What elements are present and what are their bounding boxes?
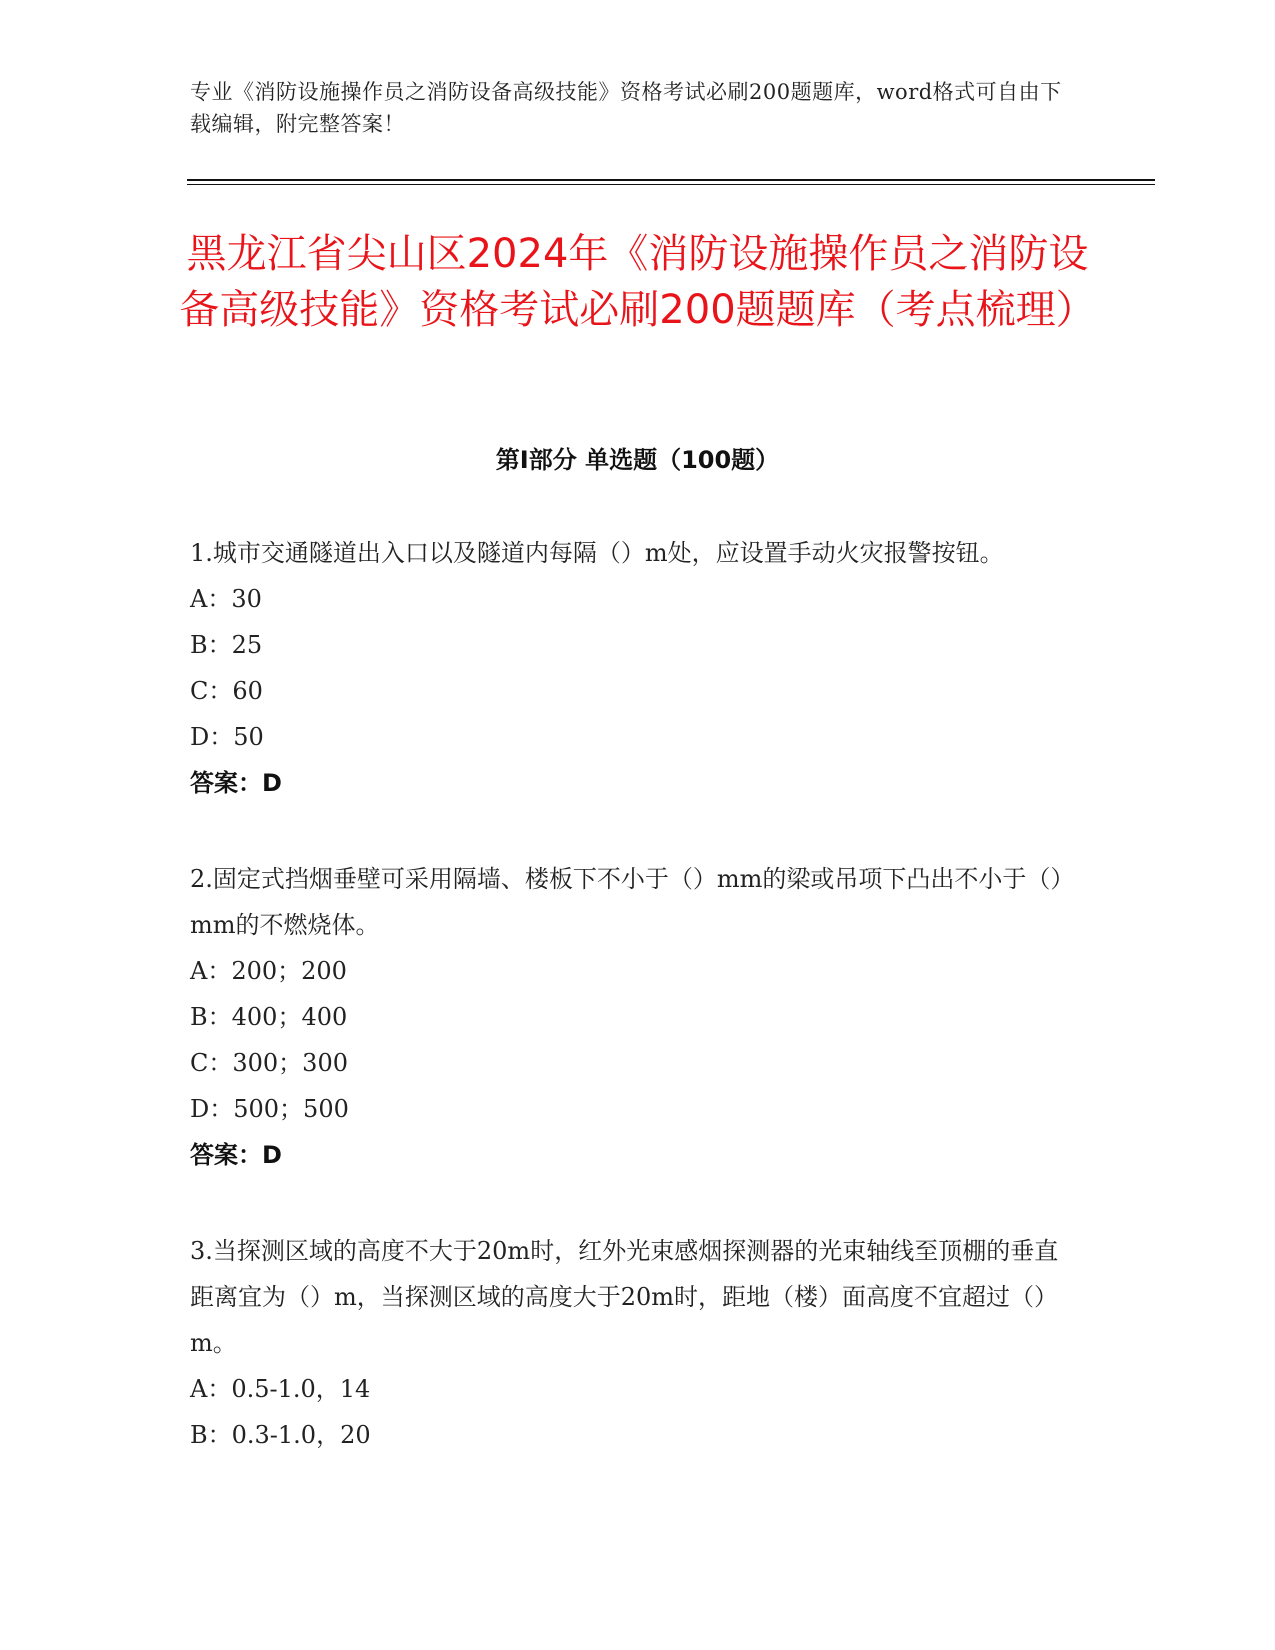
- option-d: D：500；500: [190, 1095, 349, 1123]
- section-title: 第Ⅰ部分 单选题（100题）: [495, 446, 780, 474]
- answer: 答案：D: [190, 1141, 282, 1169]
- option-a: A：0.5-1.0，14: [190, 1375, 371, 1403]
- option-b: B：25: [190, 631, 263, 659]
- header-divider: [187, 179, 1155, 181]
- option-c: C：60: [190, 677, 263, 705]
- option-d: D：50: [190, 723, 264, 751]
- document-title: 黑龙江省尖山区2024年《消防设施操作员之消防设备高级技能》资格考试必刷200题题库（考点梳理）: [179, 231, 1096, 333]
- option-a: A：30: [190, 585, 262, 613]
- answer: 答案：D: [190, 769, 282, 797]
- option-a: A：200；200: [190, 957, 347, 985]
- question-stem: 3.当探测区域的高度不大于20m时，红外光束感烟探测器的光束轴线至顶棚的垂直距离宜为（）m，当探测区域的高度大于20m时，距地（楼）面高度不宜超过（）m。: [190, 1237, 1059, 1357]
- header-note: 专业《消防设施操作员之消防设备高级技能》资格考试必刷200题题库，word格式可自由下载编辑，附完整答案！: [190, 80, 1062, 136]
- question-list: [190, 530, 1080, 1508]
- header-divider-thin: [187, 184, 1155, 185]
- question-stem: 1.城市交通隧道出入口以及隧道内每隔（）m处，应设置手动火灾报警按钮。: [190, 539, 1004, 567]
- option-b: B：0.3-1.0，20: [190, 1421, 371, 1449]
- question-3: [190, 1228, 1080, 1458]
- question-2: [190, 856, 1080, 1178]
- question-1: [190, 530, 1080, 806]
- option-c: C：300；300: [190, 1049, 348, 1077]
- question-stem: 2.固定式挡烟垂壁可采用隔墙、楼板下不小于（）mm的梁或吊项下凸出不小于（）mm的不燃烧体。: [190, 865, 1075, 939]
- option-b: B：400；400: [190, 1003, 348, 1031]
